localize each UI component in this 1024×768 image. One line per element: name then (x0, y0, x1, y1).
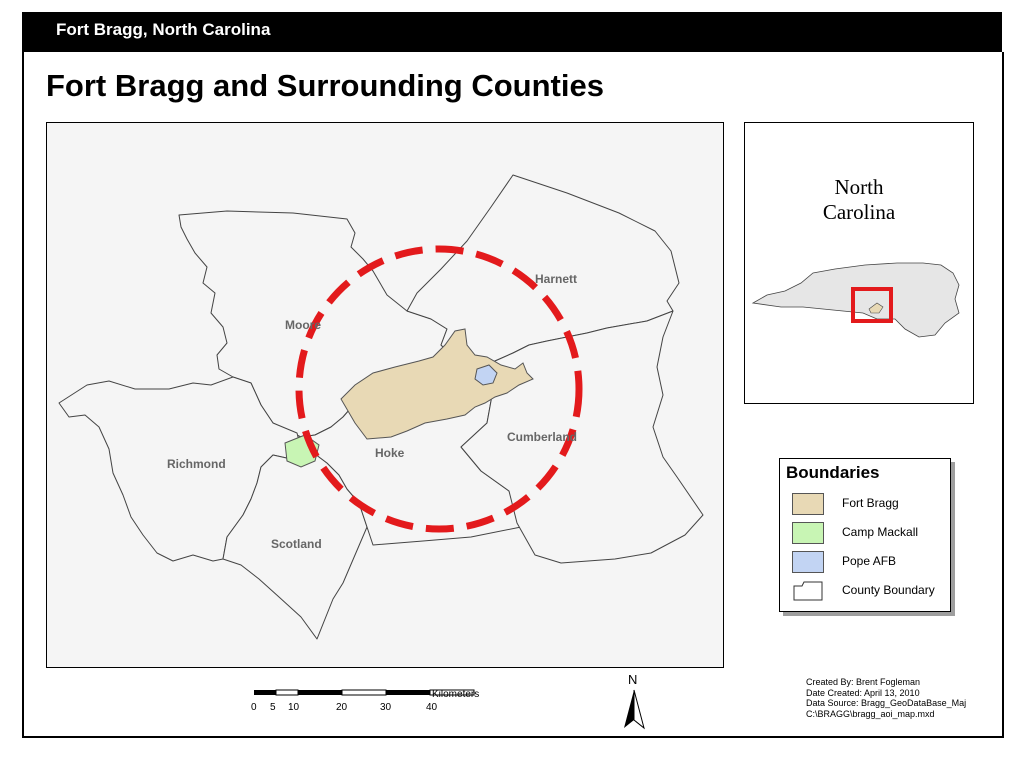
scale-tick-0: 0 (251, 702, 257, 713)
map-credits (806, 677, 966, 719)
scale-tick-40: 40 (426, 702, 438, 713)
legend-item-pope-afb (792, 551, 952, 575)
legend-swatch-county-boundary (792, 580, 824, 602)
inset-map (744, 122, 974, 404)
legend-item-fort-bragg (792, 493, 952, 517)
inset-title-line2: Carolina (822, 200, 896, 224)
north-arrow-icon (624, 690, 634, 728)
label-scotland: Scotland (271, 537, 322, 551)
legend-label: Pope AFB (842, 554, 897, 568)
legend-swatch-pope-afb (792, 551, 824, 573)
page-title: Fort Bragg and Surrounding Counties (46, 68, 604, 103)
scale-tick-5: 5 (270, 702, 276, 713)
credit-data-source: Data Source: Bragg_GeoDataBase_Maj (806, 698, 967, 708)
county-map-svg (47, 123, 723, 667)
label-richmond: Richmond (167, 457, 226, 471)
credit-date-created: Date Created: April 13, 2010 (806, 687, 920, 698)
north-carolina-shape (753, 263, 959, 337)
scale-bar-svg (250, 688, 510, 718)
header-text: Fort Bragg, North Carolina (56, 20, 271, 39)
label-cumberland: Cumberland (507, 430, 578, 444)
legend (779, 458, 951, 612)
north-arrow-svg (620, 672, 648, 732)
north-label: N (628, 672, 638, 687)
legend-label: Fort Bragg (842, 496, 899, 510)
inset-svg (745, 123, 973, 403)
legend-title: Boundaries (786, 463, 880, 482)
north-arrow (620, 672, 648, 732)
main-map (46, 122, 724, 668)
header-bar (22, 12, 1002, 52)
credit-created-by: Created By: Brent Fogleman (806, 677, 921, 687)
legend-label: Camp Mackall (842, 525, 919, 539)
scale-bar (250, 688, 510, 718)
legend-item-county-boundary (792, 580, 952, 604)
label-hoke: Hoke (375, 446, 405, 460)
label-moore: Moore (285, 318, 321, 332)
inset-title-line1: North (834, 175, 884, 199)
scale-tick-10: 10 (288, 702, 300, 713)
label-harnett: Harnett (535, 272, 578, 286)
legend-label: County Boundary (842, 583, 935, 597)
credit-file-path: C:\BRAGG\bragg_aoi_map.mxd (806, 708, 935, 719)
scale-tick-20: 20 (336, 702, 348, 713)
scale-unit: Kilometers (432, 689, 480, 700)
legend-swatch-fort-bragg (792, 493, 824, 515)
legend-item-camp-mackall (792, 522, 952, 546)
legend-swatch-camp-mackall (792, 522, 824, 544)
scale-tick-30: 30 (380, 702, 392, 713)
